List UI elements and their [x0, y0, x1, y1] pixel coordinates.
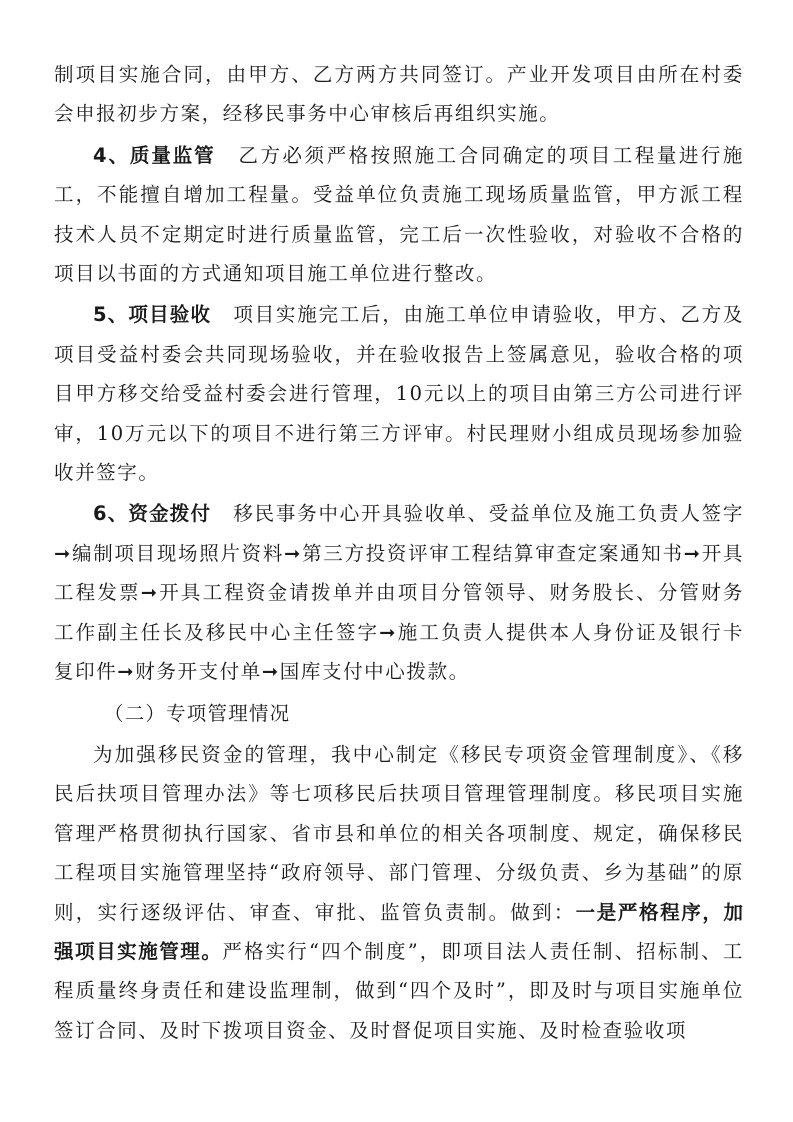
- section-body-acceptance: 项目实施完工后，由施工单位申请验收，甲方、乙方及项目受益村委会共同现场验收，并在验收报告上签属意见，验收合格的项目甲方移交给受益村委会进行管理，10元以上的项目由第三方公司进行评审，10万元以下的项目不进行第三方评审。村民理财小组成员现场参加验收并签字。: [54, 303, 744, 485]
- subheading-text: （二）专项管理情况: [104, 701, 291, 725]
- document-page: [54, 55, 744, 1050]
- section-body-quality: 乙方必须严格按照施工合同确定的项目工程量进行施工，不能擅自增加工程量。受益单位负责施工现场质量监管，甲方派工程技术人员不定期定时进行质量监管，完工后一次性验收，对验收不合格的项目以书面的方式通知项目施工单位进行整改。: [54, 143, 744, 286]
- paragraph-text-end: 严格实行“四个制度”，即项目法人责任制、招标制、工程质量终身责任和建设监理制，做到“四个及时”，即及时与项目实施单位签订合同、及时下拨项目资金、及时督促项目实施、及时检查验收项: [54, 939, 744, 1042]
- section-project-acceptance: [54, 295, 744, 492]
- section-heading-acceptance: 5、项目验收: [93, 303, 212, 327]
- subheading-special-management: [54, 694, 744, 733]
- paragraph-contract: [54, 55, 744, 134]
- paragraph-fund-management: [54, 735, 744, 1050]
- section-quality-supervision: [54, 136, 744, 294]
- emphasis-strict-procedure: 一是严格程序，加强项目实施管理。: [54, 900, 744, 963]
- paragraph-text: 制项目实施合同，由甲方、乙方两方共同签订。产业开发项目由所在村委会申报初步方案，经移民事务中心审核后再组织实施。: [54, 63, 744, 126]
- section-body-disbursement: 移民事务中心开具验收单、受益单位及施工负责人签字➞编制项目现场照片资料➞第三方投资评审工程结算审查定案通知书➞开具工程发票➞开具工程资金请拨单并由项目分管领导、财务股长、分管财务工作副主任长及移民中心主任签字➞施工负责人提供本人身份证及银行卡复印件➞财务开支付单➞国库支付中心拨款。: [54, 502, 744, 684]
- section-fund-disbursement: [54, 494, 744, 691]
- section-heading-quality: 4、质量监管: [93, 143, 216, 167]
- section-heading-disbursement: 6、资金拨付: [93, 502, 212, 526]
- paragraph-text-start: 为加强移民资金的管理，我中心制定《移民专项资金管理制度》、《移民后扶项目管理办法》等七项移民后扶项目管理管理制度。移民项目实施管理严格贯彻执行国家、省市县和单位的相关各项制度、规定，确保移民工程项目实施管理坚持“政府领导、部门管理、分级负责、乡为基础”的原则，实行逐级评估、审查、审批、监管负责制。做到：: [54, 742, 744, 924]
